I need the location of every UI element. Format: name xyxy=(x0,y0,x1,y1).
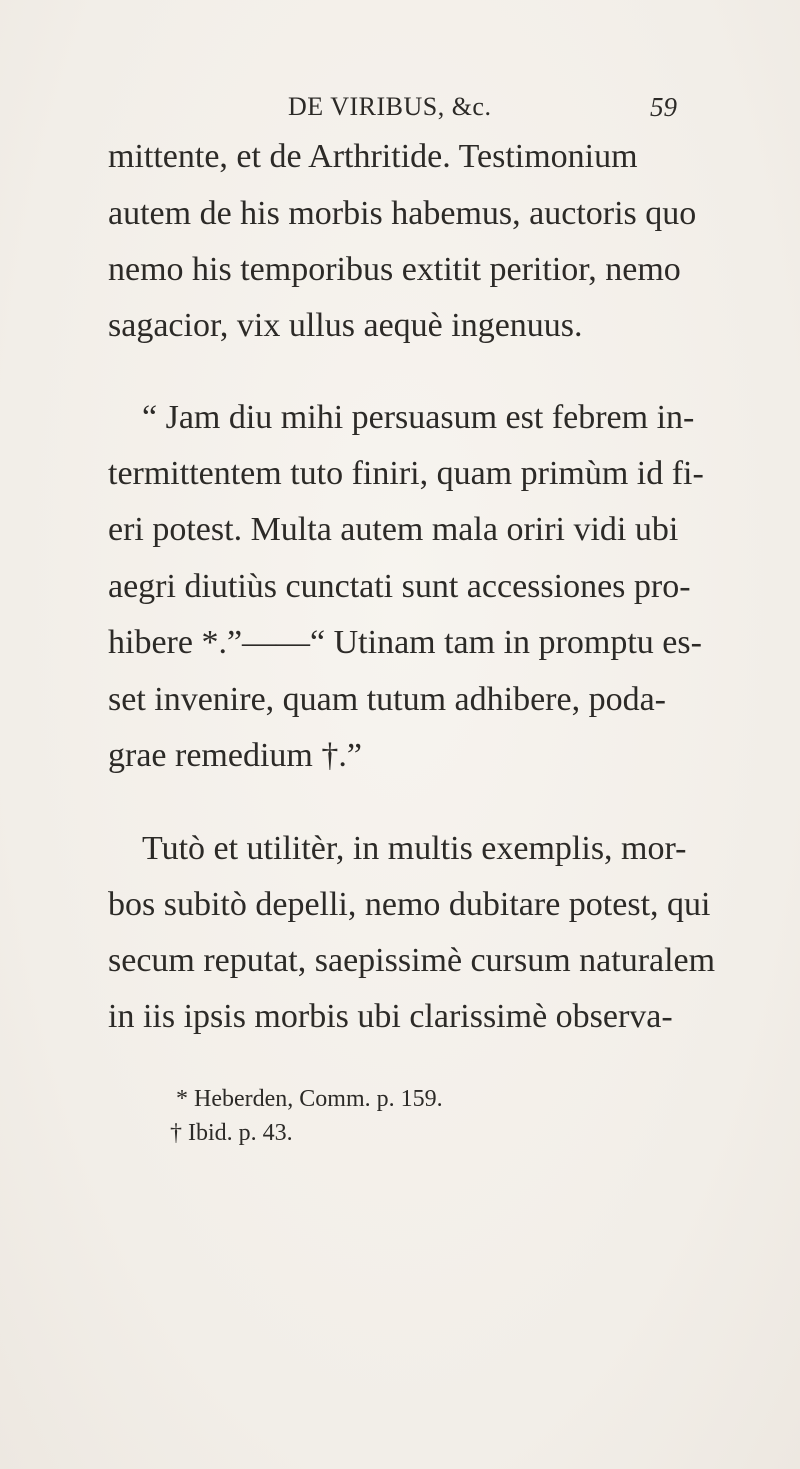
footnote: † Ibid. p. 43. xyxy=(170,1120,293,1146)
text-line: in iis ipsis morbis ubi clarissimè observa- xyxy=(108,998,673,1035)
text-line: aegri diutiùs cunctati sunt accessiones pro- xyxy=(108,568,691,605)
text-line: nemo his temporibus extitit peritior, nemo xyxy=(108,251,681,288)
text-line: mittente, et de Arthritide. Testimonium xyxy=(108,138,638,175)
page-number: 59 xyxy=(650,92,677,122)
text-line: grae remedium †.” xyxy=(108,737,362,774)
text-line: sagacior, vix ullus aequè ingenuus. xyxy=(108,307,583,344)
text-line: termittentem tuto finiri, quam primùm id fi- xyxy=(108,455,704,492)
text-line: bos subitò depelli, nemo dubitare potest, qui xyxy=(108,886,711,923)
text-line: secum reputat, saepissimè cursum naturalem xyxy=(108,942,716,979)
footnote: * Heberden, Comm. p. 159. xyxy=(176,1086,443,1112)
text-line: set invenire, quam tutum adhibere, poda- xyxy=(108,681,666,718)
text-line: “ Jam diu mihi persuasum est febrem in- xyxy=(142,399,695,436)
text-line: autem de his morbis habemus, auctoris quo xyxy=(108,195,697,232)
running-title: DE VIRIBUS, &c. xyxy=(288,92,492,121)
running-head xyxy=(0,92,800,132)
text-line: hibere *.”——“ Utinam tam in promptu es- xyxy=(108,624,702,661)
text-line: eri potest. Multa autem mala oriri vidi ubi xyxy=(108,511,679,548)
text-line: Tutò et utilitèr, in multis exemplis, mor- xyxy=(142,830,687,867)
